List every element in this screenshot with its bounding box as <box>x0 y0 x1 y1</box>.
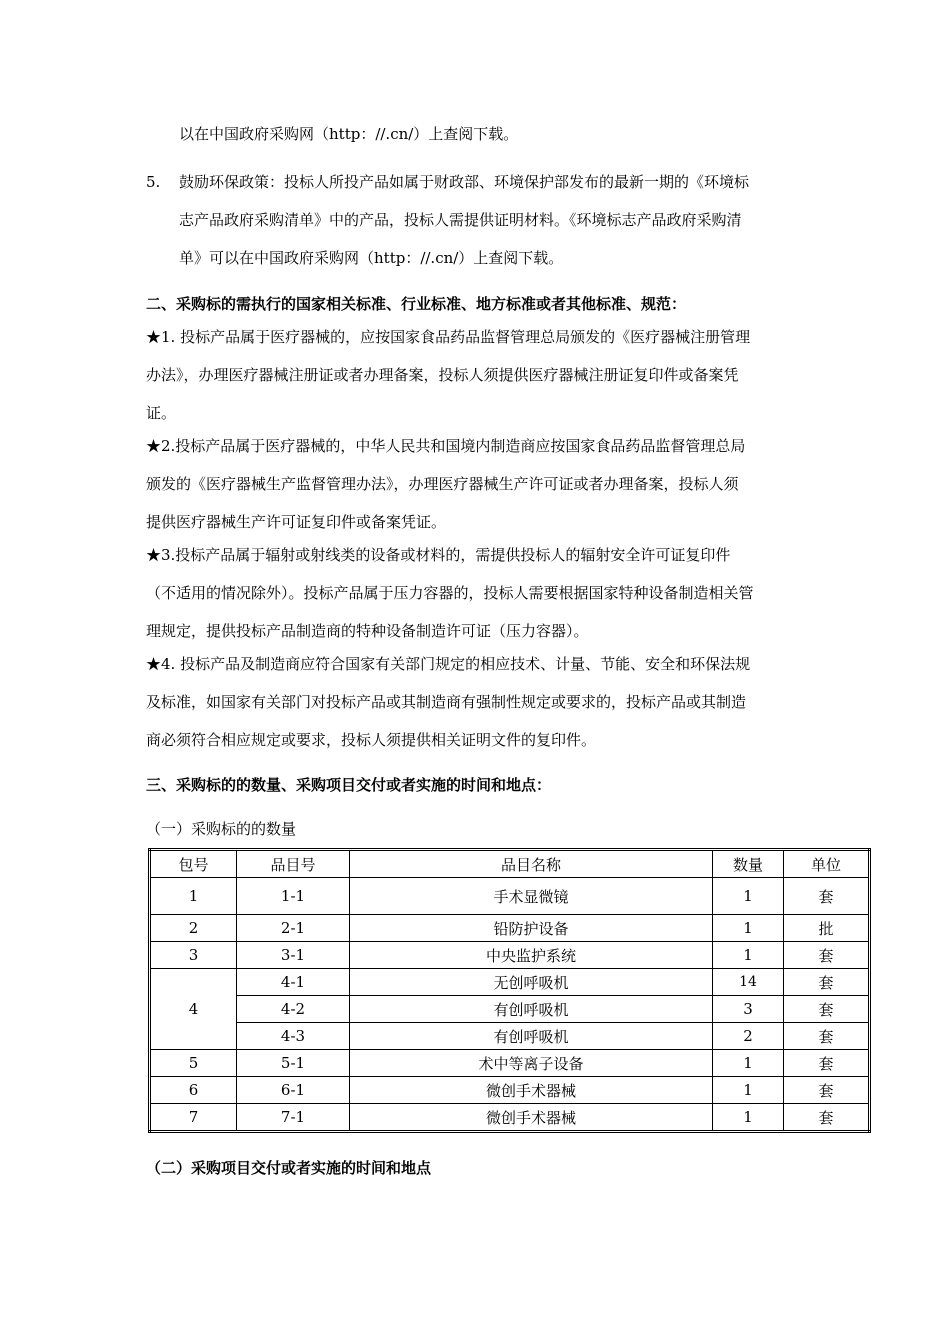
paragraph-line: 提供医疗器械生产许可证复印件或备案凭证。 <box>146 513 447 531</box>
cell-name: 有创呼吸机 <box>350 996 713 1023</box>
subsection-title: （二）采购项目交付或者实施的时间和地点 <box>146 1159 432 1177</box>
table-row <box>150 1023 870 1050</box>
paragraph-line: 理规定，提供投标产品制造商的特种设备制造许可证（压力容器）。 <box>146 622 589 640</box>
cell-name: 中央监护系统 <box>350 942 713 969</box>
cell-quantity: 1 <box>713 915 784 942</box>
cell-name: 微创手术器械 <box>350 1104 713 1132</box>
cell-name: 有创呼吸机 <box>350 1023 713 1050</box>
section-heading: 三、采购标的的数量、采购项目交付或者实施的时间和地点： <box>146 776 552 794</box>
cell-code: 5-1 <box>237 1050 350 1077</box>
policy-line: 单》可以在中国政府采购网（http：//.cn/）上查阅下载。 <box>179 249 564 267</box>
list-number: 5. <box>146 173 161 191</box>
table-row <box>150 969 870 996</box>
cell-quantity: 2 <box>713 1023 784 1050</box>
cell-quantity: 1 <box>713 1077 784 1104</box>
column-header: 包号 <box>150 850 237 878</box>
cell-name: 术中等离子设备 <box>350 1050 713 1077</box>
cell-unit: 套 <box>784 1077 870 1104</box>
cell-code: 1-1 <box>237 878 350 915</box>
cell-unit: 套 <box>784 942 870 969</box>
cell-unit: 套 <box>784 1050 870 1077</box>
cell-unit: 套 <box>784 969 870 996</box>
table-row <box>150 1077 870 1104</box>
cell-package: 6 <box>150 1077 237 1104</box>
cell-package: 1 <box>150 878 237 915</box>
paragraph-line: ★3.投标产品属于辐射或射线类的设备或材料的，需提供投标人的辐射安全许可证复印件 <box>146 546 731 564</box>
policy-line: 鼓励环保政策：投标人所投产品如属于财政部、环境保护部发布的最新一期的《环境标 <box>179 173 750 191</box>
column-header: 品目号 <box>237 850 350 878</box>
policy-line: 志产品政府采购清单》中的产品，投标人需提供证明材料。《环境标志产品政府采购清 <box>179 211 742 229</box>
policy-line: 以在中国政府采购网（http：//.cn/）上查阅下载。 <box>179 125 519 143</box>
paragraph-line: ★2.投标产品属于医疗器械的，中华人民共和国境内制造商应按国家食品药品监督管理总局 <box>146 437 746 455</box>
cell-quantity: 14 <box>713 969 784 996</box>
cell-quantity: 1 <box>713 1050 784 1077</box>
cell-quantity: 1 <box>713 878 784 915</box>
cell-code: 4-3 <box>237 1023 350 1050</box>
cell-quantity: 1 <box>713 1104 784 1132</box>
cell-name: 微创手术器械 <box>350 1077 713 1104</box>
quantity-table <box>148 848 871 1133</box>
cell-package: 4 <box>150 969 237 1050</box>
cell-name: 铅防护设备 <box>350 915 713 942</box>
paragraph-line: ★4. 投标产品及制造商应符合国家有关部门规定的相应技术、计量、节能、安全和环保法规 <box>146 655 751 673</box>
cell-name: 无创呼吸机 <box>350 969 713 996</box>
paragraph-line: 及标准，如国家有关部门对投标产品或其制造商有强制性规定或要求的，投标产品或其制造 <box>146 693 747 711</box>
table-row <box>150 915 870 942</box>
cell-code: 7-1 <box>237 1104 350 1132</box>
table-row <box>150 1104 870 1132</box>
cell-code: 4-2 <box>237 996 350 1023</box>
cell-package: 7 <box>150 1104 237 1132</box>
cell-unit: 套 <box>784 1104 870 1132</box>
cell-code: 6-1 <box>237 1077 350 1104</box>
cell-unit: 套 <box>784 1023 870 1050</box>
paragraph-line: 颁发的《医疗器械生产监督管理办法》，办理医疗器械生产许可证或者办理备案，投标人须 <box>146 475 739 493</box>
table-row <box>150 1050 870 1077</box>
table-row <box>150 942 870 969</box>
cell-unit: 套 <box>784 996 870 1023</box>
cell-quantity: 3 <box>713 996 784 1023</box>
table-row <box>150 878 870 915</box>
table-row <box>150 996 870 1023</box>
cell-package: 5 <box>150 1050 237 1077</box>
cell-unit: 批 <box>784 915 870 942</box>
paragraph-line: ★1. 投标产品属于医疗器械的，应按国家食品药品监督管理总局颁发的《医疗器械注册管理 <box>146 328 751 346</box>
paragraph-line: 证。 <box>146 404 177 422</box>
cell-package: 2 <box>150 915 237 942</box>
cell-code: 3-1 <box>237 942 350 969</box>
cell-code: 2-1 <box>237 915 350 942</box>
column-header: 单位 <box>784 850 870 878</box>
cell-code: 4-1 <box>237 969 350 996</box>
cell-name: 手术显微镜 <box>350 878 713 915</box>
table-header-row <box>150 850 870 878</box>
cell-quantity: 1 <box>713 942 784 969</box>
paragraph-line: （不适用的情况除外）。投标产品属于压力容器的，投标人需要根据国家特种设备制造相关管 <box>146 584 754 602</box>
subsection-title: （一）采购标的的数量 <box>146 820 297 838</box>
column-header: 数量 <box>713 850 784 878</box>
section-heading: 二、采购标的需执行的国家相关标准、行业标准、地方标准或者其他标准、规范： <box>146 295 687 313</box>
cell-package: 3 <box>150 942 237 969</box>
column-header: 品目名称 <box>350 850 713 878</box>
paragraph-line: 办法》，办理医疗器械注册证或者办理备案，投标人须提供医疗器械注册证复印件或备案凭 <box>146 366 739 384</box>
paragraph-line: 商必须符合相应规定或要求，投标人须提供相关证明文件的复印件。 <box>146 731 597 749</box>
cell-unit: 套 <box>784 878 870 915</box>
